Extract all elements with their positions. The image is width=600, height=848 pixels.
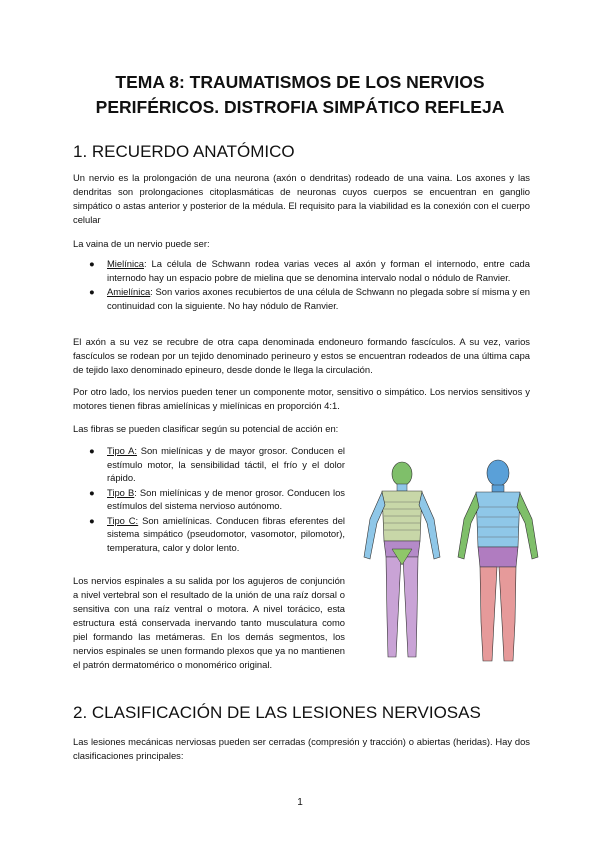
list-item	[73, 486, 345, 513]
paragraph-components: Por otro lado, los nervios pueden tener un componente motor, sensitivo o simpático. Los nervios sensitivos y motores tienen fibras amielínicas y mielínicas en proporción 4:1.	[73, 386, 530, 411]
term-tipo-a: Tipo A:	[107, 445, 137, 456]
front-body-figure	[364, 462, 440, 657]
section-1-heading: 1. RECUERDO ANATÓMICO	[73, 142, 295, 161]
document-title	[60, 70, 540, 120]
paragraph-sheath-intro: La vaina de un nervio puede ser:	[73, 238, 210, 249]
list-item	[73, 285, 530, 312]
bullet-icon: ●	[89, 286, 95, 297]
fiber-type-list	[73, 444, 345, 555]
bullet-icon: ●	[89, 445, 95, 456]
definition-amielinica: : Son varios axones recubiertos de una célula de Schwann no plegada sobre sí misma y en continuidad con la siguiente. No hay nódulo de Ranvier.	[107, 286, 530, 311]
definition-tipo-b: : Son mielínicas y de menor grosor. Conducen los estímulos del sistema nervioso autónomo.	[107, 486, 345, 511]
dermatome-figure	[354, 457, 548, 671]
paragraph-spinal-nerves: Los nervios espinales a su salida por los agujeros de conjunción a nivel vertebral son el resultado de la unión de una raíz dorsal o sensitiva con una raíz ventral o motora. A nivel torácico, esta estructura está conservada inervando tanto musculatura como piel formando las metámeras. En los demás segmentos, los nervios espinales se unen formando plexos que ya no mantienen el patrón dermatomérico o monomérico original.	[73, 575, 345, 670]
term-mielinica: Mielínica	[107, 258, 144, 269]
bullet-icon: ●	[89, 514, 95, 526]
bullet-icon: ●	[89, 258, 95, 269]
list-item	[73, 257, 530, 284]
bullet-icon: ●	[89, 486, 95, 498]
term-tipo-c: Tipo C:	[107, 514, 139, 526]
sheath-list	[73, 257, 530, 313]
list-item	[73, 444, 345, 485]
paragraph-lesion-types: Las lesiones mecánicas nerviosas pueden ser cerradas (compresión y tracción) o abiertas (heridas). Hay dos clasificaciones principales:	[73, 736, 530, 761]
page-number: 1	[297, 797, 303, 808]
title-line-1: TEMA 8: TRAUMATISMOS DE LOS NERVIOS	[115, 72, 485, 92]
paragraph-nerve-definition: Un nervio es la prolongación de una neurona (axón o dendritas) rodeado de una vaina. Los axones y las dendritas son prolongaciones citoplasmáticas de neuronas cuyos cuerpos se encuentran en ganglio simpático o astas anterior y posterior de la médula. El requisito para la viabilidad es la conexión con el cuerpo celular	[73, 172, 530, 225]
list-item	[73, 514, 345, 555]
title-line-2: PERIFÉRICOS. DISTROFIA SIMPÁTICO REFLEJA	[95, 97, 505, 117]
paragraph-endoneuro: El axón a su vez se recubre de otra capa denominada endoneuro formando fascículos. A su vez, varios fascículos se rodean por un tejido denominado perineuro y estos se encuentran rodeados de una última capa de tejido laxo denominado epineuro, desde donde le llega la circulación.	[73, 336, 530, 375]
definition-tipo-c: Son amielínicas. Conducen fibras eferentes del sistema simpático (pseudomotor, vasomotor, pilomotor), temperatura, calor y dolor lento.	[107, 514, 345, 553]
section-2-heading: 2. CLASIFICACIÓN DE LAS LESIONES NERVIOSAS	[73, 703, 481, 722]
back-body-figure	[458, 460, 538, 661]
term-amielinica: Amielínica	[107, 286, 151, 297]
term-tipo-b: Tipo B	[107, 486, 135, 498]
definition-tipo-a: Son mielínicas y de mayor grosor. Conducen el estímulo motor, la sensibilidad táctil, el frío y el dolor rápido.	[107, 445, 345, 483]
paragraph-fiber-intro: Las fibras se pueden clasificar según su potencial de acción en:	[73, 423, 339, 434]
definition-mielinica: : La célula de Schwann rodea varias veces al axón y forman el internodo, entre cada internodo hay un espacio pobre de mielina que se denomina intervalo nodal o nódulo de Ranvier.	[107, 258, 530, 283]
